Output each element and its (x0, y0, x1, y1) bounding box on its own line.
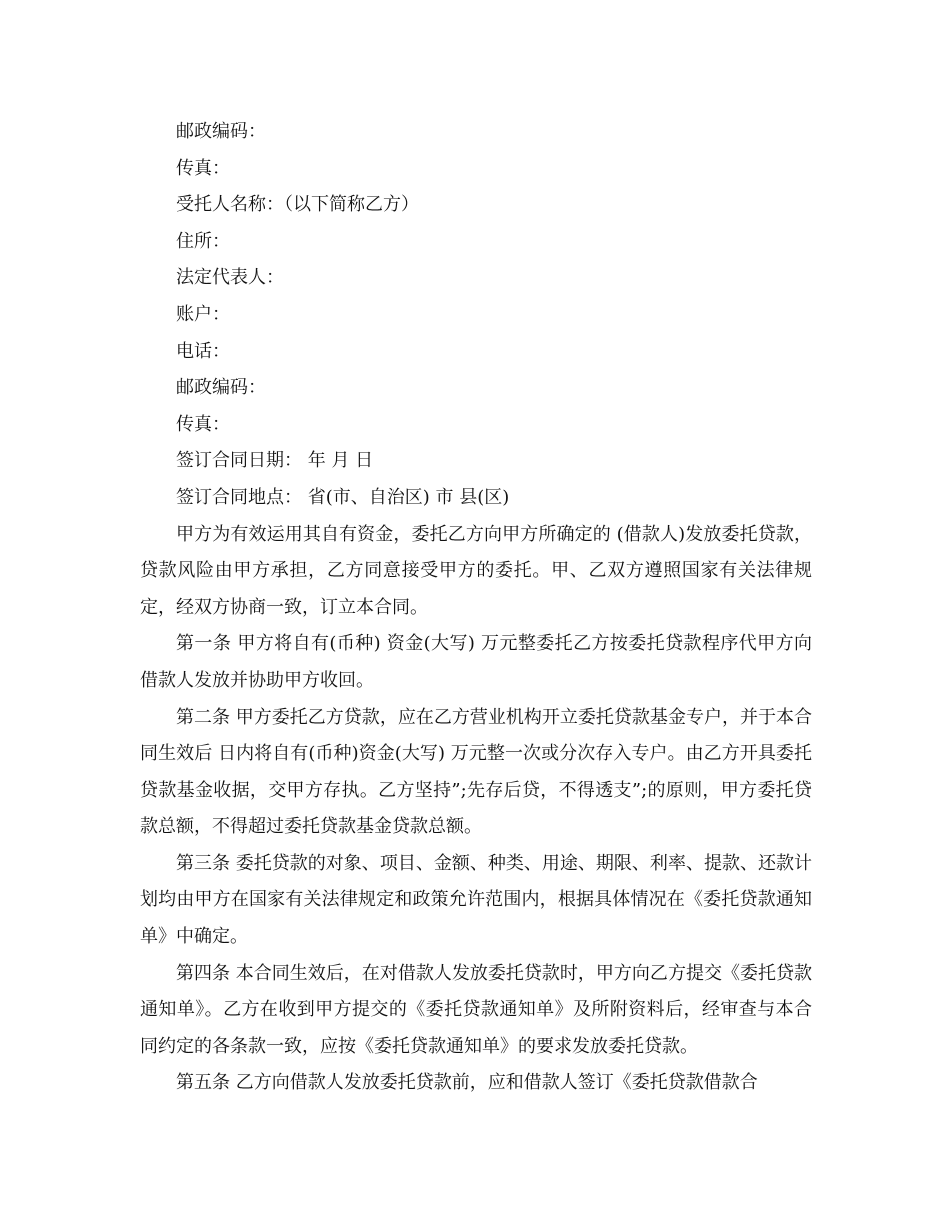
article-1-paragraph: 第一条 甲方将自有(币种) 资金(大写) 万元整委托乙方按委托贷款程序代甲方向借款人发放并协助甲方收回。 (140, 633, 812, 691)
legal-representative-field: 法定代表人： (176, 267, 284, 289)
article-3-paragraph: 第三条 委托贷款的对象、项目、金额、种类、用途、期限、利率、提款、还款计划均由甲方在国家有关法律规定和政策允许范围内，根据具体情况在《委托贷款通知单》中确定。 (140, 852, 812, 948)
document-body (140, 114, 812, 1102)
signing-place-field: 签订合同地点： 省(市、自治区) 市 县(区) (176, 486, 510, 508)
address-field: 住所： (176, 230, 230, 252)
fax-field: 传真： (176, 157, 230, 179)
preamble-paragraph: 甲方为有效运用其自有资金，委托乙方向甲方所确定的 (借款人)发放委托贷款，贷款风险由甲方承担，乙方同意接受甲方的委托。甲、乙双方遵照国家有关法律规定，经双方协商一致，订立本合同。 (140, 523, 812, 618)
article-2-paragraph: 第二条 甲方委托乙方贷款，应在乙方营业机构开立委托贷款基金专户，并于本合同生效后 日内将自有(币种)资金(大写) 万元整一次或分次存入专户。由乙方开具委托贷款基金收据，交甲方存执。乙方坚持”;先存后贷，不得透支”;的原则，甲方委托贷款总额，不得超过委托贷款基金贷款总额。 (140, 706, 812, 838)
signing-date-field: 签订合同日期： 年 月 日 (176, 450, 374, 472)
article-5-paragraph: 第五条 乙方向借款人发放委托贷款前，应和借款人签订《委托贷款借款合 (176, 1072, 758, 1094)
phone-field: 电话： (176, 340, 230, 362)
account-field: 账户： (176, 303, 230, 325)
postal-code-field: 邮政编码： (176, 121, 266, 142)
trustee-name-field: 受托人名称：（以下简称乙方） (176, 194, 419, 216)
fax-field-2: 传真： (176, 413, 230, 435)
article-4-paragraph: 第四条 本合同生效后，在对借款人发放委托贷款时，甲方向乙方提交《委托贷款通知单》。乙方在收到甲方提交的《委托贷款通知单》及所附资料后，经审查与本合同约定的各条款一致，应按《委托贷款通知单》的要求发放委托贷款。 (140, 962, 812, 1057)
postal-code-field-2: 邮政编码： (176, 377, 266, 399)
